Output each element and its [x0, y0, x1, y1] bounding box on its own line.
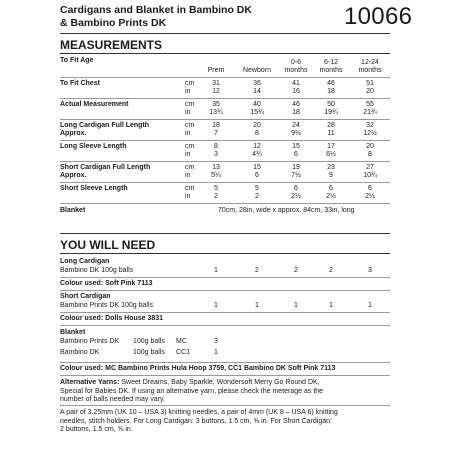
measurement-value: 19: [292, 164, 300, 171]
measurement-value: 28: [327, 122, 335, 129]
measurement-label: Short Cardigan Full Length: [60, 164, 151, 171]
alternative-yarns-line-1: Sweet Dreams, Baby Sparkle, Wondersoft Merry Go Round DK,: [119, 379, 320, 386]
alternative-yarns-label: Alternative Yarns:: [60, 379, 120, 386]
measurement-value: 36: [253, 80, 261, 87]
alternative-yarns-line-4: number of balls needed may vary.: [60, 396, 165, 404]
measurement-value: 11: [327, 130, 335, 137]
balls-value: 2: [329, 267, 333, 274]
pattern-title-line-2: & Bambino Prints DK: [60, 17, 167, 29]
size-header-line-1: 0-6: [290, 59, 302, 66]
balls-value: 1: [329, 302, 333, 309]
measurement-value: 3: [214, 151, 218, 158]
measurement-label: Long Cardigan Full Length: [60, 122, 150, 129]
measurement-value: 12: [212, 88, 220, 95]
alternative-yarns-divider: [60, 405, 390, 406]
measurement-unit: in: [185, 151, 191, 158]
row-divider: [60, 161, 390, 162]
measurement-value: 12½: [363, 130, 377, 137]
size-header-line-2: months: [358, 67, 382, 74]
size-header-line-1: 12-24: [361, 59, 379, 66]
measurement-unit: in: [185, 193, 191, 200]
measurement-unit: cm: [185, 185, 195, 192]
measurement-value: 15: [253, 164, 261, 171]
measurement-value: 6: [329, 185, 333, 192]
balls-value: 3: [214, 338, 218, 345]
measurement-value: 7: [214, 130, 218, 137]
measurement-value: 6: [294, 185, 298, 192]
balls-value: 2: [294, 267, 298, 274]
measurement-label: Long Sleeve Length: [60, 143, 127, 150]
measurement-value: 15¾: [250, 109, 264, 116]
needles-line-3: 2 buttons, 1.5 cm, ⅝ in.: [60, 426, 133, 434]
measurement-value: 13¾: [209, 109, 223, 116]
row-divider: [60, 375, 390, 376]
row-divider: [60, 140, 390, 141]
balls-value: 1: [214, 302, 218, 309]
measurement-value: 15: [292, 143, 300, 150]
measurement-value: 27: [366, 164, 374, 171]
measurement-unit: cm: [185, 101, 195, 108]
measurement-unit: cm: [185, 80, 195, 87]
measurement-label-approx: Approx.: [60, 130, 87, 137]
measurement-value: 2: [255, 193, 259, 200]
measurement-value: 21¾: [363, 109, 377, 116]
measurement-unit: in: [185, 88, 191, 95]
long-cardigan-colour: Colour used: Soft Pink 7113: [60, 280, 153, 287]
measurement-value: 24: [292, 122, 300, 129]
document-header: [60, 4, 390, 30]
size-header-line-2: months: [284, 67, 308, 74]
measurement-value: 12: [253, 143, 261, 150]
short-cardigan-label: Short Cardigan: [60, 293, 111, 300]
measurement-value: 41: [292, 80, 300, 87]
measurement-label-approx: Approx.: [60, 172, 87, 179]
measurement-unit: cm: [185, 143, 195, 150]
measurement-value: 16: [292, 88, 300, 95]
measurement-value: 8: [214, 143, 218, 150]
pattern-number: 10066: [344, 3, 413, 30]
measurement-value: 50: [327, 101, 335, 108]
size-header-line-2: Newborn: [242, 67, 271, 74]
short-cardigan-yarn: Bambino Prints DK 100g balls: [60, 302, 153, 309]
short-cardigan-colour: Colour used: Dolls House 3831: [60, 315, 164, 322]
pattern-title-line-1: Cardigans and Blanket in Bambino DK: [60, 4, 252, 16]
measurement-unit: in: [185, 130, 191, 137]
alternative-yarns-line-3: If using an alternative yarn, please check the meterage as the: [130, 387, 324, 395]
row-divider: [60, 119, 390, 120]
measurement-value: 7½: [291, 172, 301, 179]
blanket-colour-code: CC1: [176, 349, 191, 356]
needles-line-2: needles, stitch holders. For Long Cardigan: 3 buttons, 1.5 cm, ⅝ in. For Short Cardigan:: [60, 417, 332, 425]
blanket-yarn-weight: 100g balls: [133, 349, 165, 356]
measurement-value: 40: [253, 101, 261, 108]
measurement-value: 55: [366, 101, 374, 108]
measurement-label: Actual Measurement: [60, 101, 129, 108]
measurement-value: 2½: [291, 193, 301, 200]
measurement-value: 5: [255, 185, 259, 192]
measurement-value: 46: [292, 101, 300, 108]
measurement-value: 9½: [291, 130, 301, 137]
measurement-value: 46: [327, 80, 335, 87]
size-header-line-2: months: [319, 67, 343, 74]
row-divider: [60, 203, 390, 204]
measurement-value: 9: [329, 172, 333, 179]
balls-value: 1: [214, 267, 218, 274]
balls-value: 1: [294, 302, 298, 309]
measurement-value: 18: [292, 109, 300, 116]
measurement-label: To Fit Chest: [60, 80, 100, 87]
header-divider: [60, 33, 390, 34]
measurement-value: 17: [327, 143, 335, 150]
measurement-value: 8: [255, 130, 259, 137]
blanket-yarn-label: Blanket: [60, 329, 86, 336]
measurement-value: 20: [366, 88, 374, 95]
to-fit-age-label: To Fit Age: [60, 57, 94, 64]
measurement-value: 23: [327, 164, 335, 171]
row-divider: [60, 290, 390, 291]
measurement-value: 20: [253, 122, 261, 129]
measurements-divider: [60, 53, 390, 54]
measurement-value: 6½: [326, 151, 336, 158]
row-divider: [60, 77, 390, 78]
needles-paragraph: [60, 409, 390, 435]
measurement-value: 18: [212, 122, 220, 129]
measurement-label: Short Sleeve Length: [60, 185, 128, 192]
measurement-value: 20: [366, 143, 374, 150]
measurement-value: 6: [255, 172, 259, 179]
measurement-value: 4¾: [252, 151, 262, 158]
balls-value: 2: [255, 267, 259, 274]
row-divider: [60, 325, 390, 326]
size-header-line-1: 6-12: [323, 59, 338, 66]
measurement-unit: cm: [185, 122, 195, 129]
row-divider: [60, 312, 390, 313]
measurement-value: 31: [212, 80, 220, 87]
measurement-value: 6: [368, 185, 372, 192]
row-divider: [60, 98, 390, 99]
balls-value: 1: [214, 349, 218, 356]
size-header-line-2: Prem: [207, 67, 225, 74]
long-cardigan-yarn: Bambino DK 100g balls: [60, 267, 134, 274]
balls-value: 3: [368, 267, 372, 274]
needles-line-1: A pair of 3.25mm (UK 10 – USA 3) knitting needles, a pair of 4mm (UK 8 – USA 6) knitting: [60, 409, 338, 416]
measurement-value: 13: [212, 164, 220, 171]
row-divider: [60, 182, 390, 183]
blanket-colour: Colour used: MC Bambino Prints Hula Hoop 3759, CC1 Bambino DK Soft Pink 7113: [60, 365, 336, 372]
you-will-need-divider: [60, 253, 390, 254]
measurement-value: 2½: [365, 193, 375, 200]
alternative-yarns-line-2: Special for Babies DK.: [60, 387, 131, 395]
measurement-value: 2½: [326, 193, 336, 200]
measurement-unit: in: [185, 109, 191, 116]
long-cardigan-label: Long Cardigan: [60, 258, 110, 265]
measurement-value: 19¾: [324, 109, 338, 116]
measurement-value: 8: [368, 151, 372, 158]
balls-value: 1: [368, 302, 372, 309]
row-divider: [60, 362, 390, 363]
blanket-yarn: Bambino Prints DK: [60, 338, 120, 345]
measurement-value: 5¼: [211, 172, 221, 179]
measurement-value: 32: [366, 122, 374, 129]
measurement-value: 5: [214, 185, 218, 192]
measurement-value: 14: [253, 88, 261, 95]
blanket-label: Blanket: [60, 207, 86, 214]
measurement-value: 51: [366, 80, 374, 87]
measurement-value: 18: [327, 88, 335, 95]
measurement-value: 10¾: [363, 172, 377, 179]
measurements-heading: MEASUREMENTS: [60, 38, 163, 52]
row-divider: [60, 277, 390, 278]
blanket-yarn-weight: 100g balls: [133, 338, 165, 345]
blanket-size: 70cm, 28in, wide x approx. 84cm, 33in, long: [218, 207, 355, 214]
measurement-value: 2: [214, 193, 218, 200]
balls-value: 1: [255, 302, 259, 309]
you-will-need-divider-top: [60, 233, 390, 234]
measurement-value: 35: [212, 101, 220, 108]
measurement-unit: in: [185, 172, 191, 179]
blanket-colour-code: MC: [176, 338, 187, 345]
measurement-unit: cm: [185, 164, 195, 171]
alternative-yarns-paragraph: [60, 379, 390, 405]
blanket-yarn: Bambino DK: [60, 349, 100, 356]
measurement-value: 6: [294, 151, 298, 158]
you-will-need-heading: YOU WILL NEED: [60, 238, 156, 252]
